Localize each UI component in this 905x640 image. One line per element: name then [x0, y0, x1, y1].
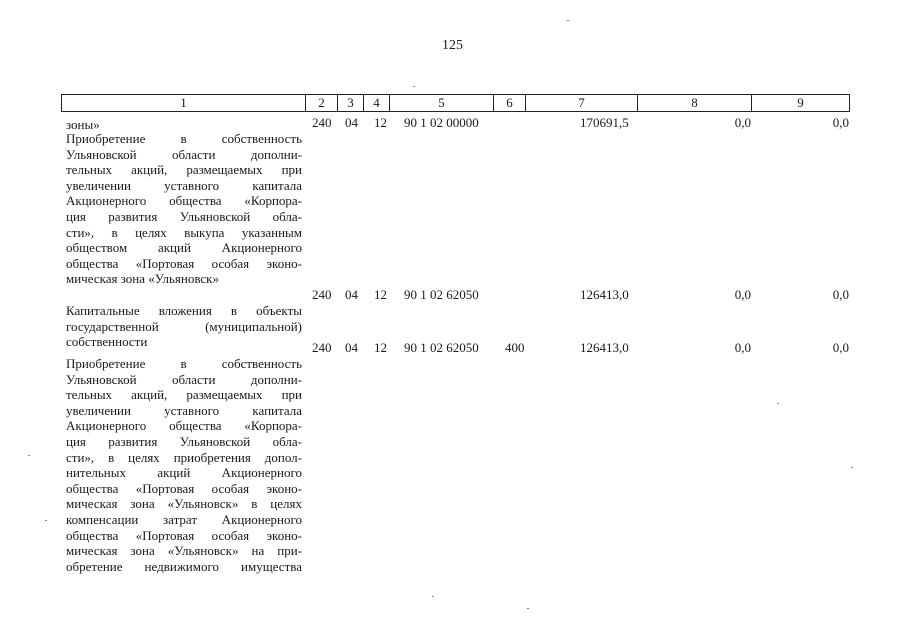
- header-col-4: 4: [364, 95, 390, 112]
- scan-speck: [432, 596, 434, 597]
- row-3-line-5: ция развития Ульяновской обла-: [66, 433, 302, 449]
- row-3-line-6: сти», в целях приобретения допол-: [66, 449, 302, 465]
- row-1-line-1: Ульяновской области дополни-: [66, 146, 302, 162]
- page-number: 125: [442, 38, 463, 53]
- row-3-col-3: 04: [345, 340, 358, 355]
- row-1-line-0: Приобретение в собственность: [66, 131, 302, 146]
- row-2-line-2: собственности: [66, 334, 148, 350]
- row-1-col-3: 04: [345, 115, 358, 130]
- row-1-line-4: Акционерного общества «Корпора-: [66, 193, 302, 209]
- row-3-line-7: нительных акций Акционерного: [66, 465, 302, 481]
- row-1-col-7: 170691,5: [580, 115, 629, 130]
- row-2-col-9: 0,0: [832, 287, 849, 302]
- header-col-7: 7: [526, 95, 638, 112]
- row-3-col-7: 126413,0: [580, 340, 629, 355]
- row-3-line-9: мическая зона «Ульяновск» в целях: [66, 496, 302, 512]
- row-3-line-11: общества «Портовая особая эконо-: [66, 527, 302, 543]
- row-1-line-8: общества «Портовая особая эконо-: [66, 255, 302, 271]
- scan-speck: [567, 20, 569, 21]
- scan-speck: [28, 455, 30, 456]
- row-2-col-3: 04: [345, 287, 358, 302]
- header-col-3: 3: [338, 95, 364, 112]
- row-1-line-9: мическая зона «Ульяновск»: [66, 271, 219, 287]
- scan-speck: [777, 403, 779, 404]
- row-3-col-2: 240: [312, 340, 332, 355]
- row-3-col-8: 0,0: [734, 340, 751, 355]
- row-3-col-6: 400: [505, 340, 525, 355]
- header-col-5: 5: [390, 95, 494, 112]
- row-1-line-7: обществом акций Акционерного: [66, 240, 302, 256]
- header-col-1: 1: [62, 95, 306, 112]
- row-3-description: [66, 356, 302, 574]
- header-col-6: 6: [494, 95, 526, 112]
- header-col-9: 9: [752, 95, 850, 112]
- header-col-2: 2: [306, 95, 338, 112]
- scan-speck: [413, 86, 415, 87]
- row-3-line-0: Приобретение в собственность: [66, 356, 302, 371]
- row-2-col-2: 240: [312, 287, 332, 302]
- row-3-col-4: 12: [374, 340, 387, 355]
- column-header-table: [61, 94, 850, 112]
- row-1-line-2: тельных акций, размещаемых при: [66, 162, 302, 178]
- row-3-line-10: компенсации затрат Акционерного: [66, 511, 302, 527]
- header-col-8: 8: [638, 95, 752, 112]
- row-3-line-3: увеличении уставного капитала: [66, 402, 302, 418]
- row-1-col-2: 240: [312, 115, 332, 130]
- row-3-line-1: Ульяновской области дополни-: [66, 371, 302, 387]
- row-1-col-8: 0,0: [734, 115, 751, 130]
- row-2-description: [66, 303, 302, 350]
- row-0-line-0: зоны»: [66, 117, 100, 132]
- row-2-col-7: 126413,0: [580, 287, 629, 302]
- row-3-line-2: тельных акций, размещаемых при: [66, 387, 302, 403]
- row-2-line-1: государственной (муниципальной): [66, 318, 302, 334]
- row-1-col-5: 90 1 02 00000: [404, 115, 479, 130]
- scan-speck: [45, 520, 47, 521]
- scan-speck: [527, 608, 529, 609]
- row-1-description: [66, 131, 302, 287]
- row-3-col-9: 0,0: [832, 340, 849, 355]
- row-3-line-13: обретение недвижимого имущества: [66, 558, 302, 574]
- row-2-col-5: 90 1 02 62050: [404, 287, 479, 302]
- row-2-line-0: Капитальные вложения в объекты: [66, 303, 302, 318]
- row-3-line-4: Акционерного общества «Корпора-: [66, 418, 302, 434]
- row-3-line-12: мическая зона «Ульяновск» на при-: [66, 543, 302, 559]
- row-2-col-4: 12: [374, 287, 387, 302]
- row-1-col-9: 0,0: [832, 115, 849, 130]
- row-2-col-8: 0,0: [734, 287, 751, 302]
- row-1-line-5: ция развития Ульяновской обла-: [66, 208, 302, 224]
- row-3-col-5: 90 1 02 62050: [404, 340, 479, 355]
- scan-speck: [851, 467, 853, 468]
- row-1-line-6: сти», в целях выкупа указанным: [66, 224, 302, 240]
- row-3-line-8: общества «Портовая особая эконо-: [66, 480, 302, 496]
- row-1-col-4: 12: [374, 115, 387, 130]
- row-1-line-3: увеличении уставного капитала: [66, 177, 302, 193]
